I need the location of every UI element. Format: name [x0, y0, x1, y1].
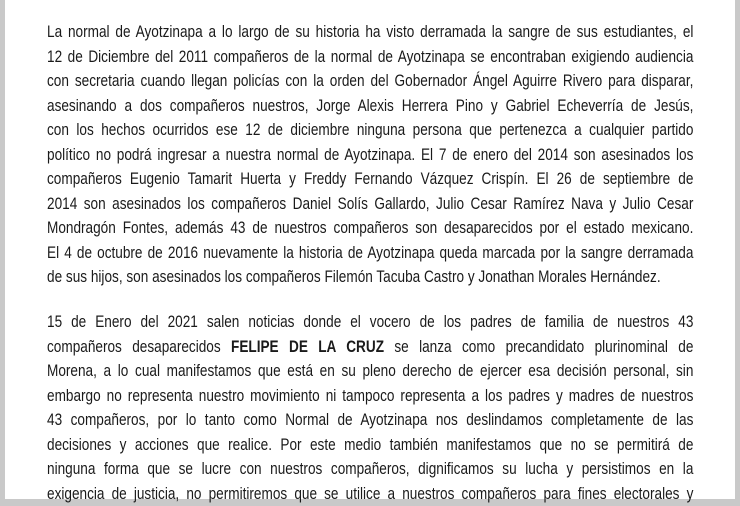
text-line: 12 de Diciembre del 2011 compañeros de la normal de Ayotzinapa se encontraban exigiendo audiencia [47, 45, 693, 70]
text-line: con secretaria cuando llegan policías con la orden del Gobernador Ángel Aguirre Rivero para disparar, [47, 69, 693, 94]
text-line: exigencia de justicia, no permitiremos que se utilice a nuestros compañeros para fines electorales y [47, 482, 693, 506]
text-line: político no podrá ingresar a nuestra normal de Ayotzinapa. El 7 de enero del 2014 son asesinados los [47, 143, 693, 168]
text-line [47, 335, 693, 360]
paragraph-2 [47, 310, 693, 506]
text-line: compañeros Eugenio Tamarit Huerta y Freddy Fernando Vázquez Crispín. El 26 de septiembre de [47, 167, 693, 192]
text-segment: compañeros desaparecidos [47, 337, 231, 356]
text-line: 15 de Enero del 2021 salen noticias donde el vocero de los padres de familia de nuestros 43 [47, 310, 693, 335]
text-line: embargo no representa nuestro movimiento ni tampoco representa a los padres y madres de nuestros [47, 384, 693, 409]
text-line: ninguna forma que se lucre con nuestros compañeros, dignificamos su lucha y persistimos en la [47, 457, 693, 482]
text-line: Morena, a lo cual manifestamos que está en su pleno derecho de ejercer esa decisión personal, sin [47, 359, 693, 384]
document-page [5, 0, 735, 499]
text-line: La normal de Ayotzinapa a lo largo de su historia ha visto derramada la sangre de sus estudiantes, el [47, 20, 693, 45]
text-line: con los hechos ocurridos ese 12 de diciembre ninguna persona que pertenezca a cualquier partido [47, 118, 693, 143]
text-line: asesinando a dos compañeros nuestros, Jorge Alexis Herrera Pino y Gabriel Echeverría de Jesús, [47, 94, 693, 119]
paragraph-1 [47, 20, 693, 290]
text-line: El 4 de octubre de 2016 nuevamente la historia de Ayotzinapa queda marcada por la sangre derramada [47, 241, 693, 266]
text-segment: se lanza como precandidato plurinominal de [384, 337, 693, 356]
bold-name: FELIPE DE LA CRUZ [231, 337, 384, 356]
text-line: de sus hijos, son asesinados los compañeros Filemón Tacuba Castro y Jonathan Morales Hernández. [47, 265, 693, 290]
text-line: 43 compañeros, por lo tanto como Normal de Ayotzinapa nos deslindamos completamente de las [47, 408, 693, 433]
text-line: Mondragón Fontes, además 43 de nuestros compañeros son desaparecidos por el estado mexicano. [47, 216, 693, 241]
text-line: decisiones y acciones que realice. Por este medio también manifestamos que no se permitirá de [47, 433, 693, 458]
text-line: 2014 son asesinados los compañeros Daniel Solís Gallardo, Julio Cesar Ramírez Nava y Julio Cesar [47, 192, 693, 217]
